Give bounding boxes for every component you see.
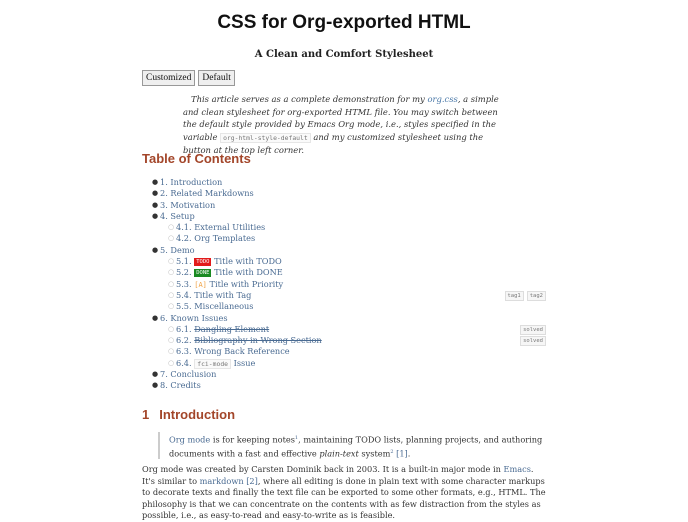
toc-item [152,335,546,346]
solved-tag: solved [520,336,546,346]
toc-item [152,188,546,199]
toc-item [152,358,546,369]
toc-item [152,279,546,290]
tag-badge: tag1 [505,291,524,301]
toc-item [152,222,546,233]
toc-link-known-issues[interactable]: 6. Known Issues [160,312,228,323]
toc-item [152,324,546,335]
tag-list [520,325,546,335]
toc-link-related-markdowns[interactable]: 2. Related Markdowns [160,188,254,199]
done-badge: DONE [196,270,210,277]
bullet-icon: ● [152,381,159,390]
org-css-link[interactable]: org.css [427,94,458,104]
page-subtitle: A Clean and Comfort Stylesheet [254,49,434,60]
toc-link-introduction[interactable]: 1. Introduction [160,177,223,187]
bullet-icon: ● [152,189,159,198]
circle-bullet-icon: ○ [168,257,175,266]
bullet-icon: ● [152,313,159,322]
tag-badge: tag2 [527,291,546,301]
customized-style-button[interactable]: Customized [142,70,195,86]
circle-bullet-icon: ○ [168,324,175,333]
paragraph: Org mode was created by Carsten Dominik back in 2003. It is a built-in major mode in Emacs. It's similar to markdown [2], where all editing is done in plain text with some character markups to decorate texts and finally the text file can be exported to some other formats, e.g., HTML. The philosophy is that we can concentrate on the contents with as few distraction from the styles as possible, i.e., as easy-to-read and easy-to-write as is feasible. [142,464,546,521]
style-switcher [142,70,235,86]
abstract-text: , a simple and clean stylesheet for org-exported HTML file. You may switch between the default style provided by Emacs Org mode, i.e., styles specified in the variable [183,94,499,142]
toc-link-org-templates[interactable]: 4.2. Org Templates [176,233,256,244]
toc-link-bibliography-wrong-section[interactable]: 6.2. Bibliography in Wrong Section [176,335,322,346]
toc-item [152,301,546,312]
toc-item [152,211,546,222]
toc-link-motivation[interactable]: 3. Motivation [160,199,216,210]
toc-link-external-utilities[interactable]: 4.1. External Utilities [176,222,266,233]
toc-item [152,177,546,188]
toc-item [152,313,546,324]
circle-bullet-icon: ○ [168,279,175,288]
inline-code: fci-mode [194,359,231,369]
circle-bullet-icon: ○ [168,234,175,243]
toc-item [152,245,546,256]
todo-badge: TODO [196,259,210,266]
circle-bullet-icon: ○ [168,268,175,277]
markdown-link[interactable]: markdown [199,475,244,486]
toc-link-wrong-back-reference[interactable]: 6.3. Wrong Back Reference [176,346,290,357]
toc-item [152,200,546,211]
solved-tag: solved [520,325,546,335]
table-of-contents [152,177,546,392]
toc-item [152,346,546,357]
bullet-icon: ● [152,211,159,220]
inline-code: org-html-style-default [220,133,311,143]
footnote-2-link[interactable]: 2 [390,448,394,455]
toc-link-demo[interactable]: 5. Demo [160,244,195,255]
abstract-text: and my customized stylesheet using the button at the top left corner. [183,131,484,155]
bullet-icon: ● [152,370,159,379]
blockquote: Org mode is for keeping notes$^1$, maintaining TODO lists, planning projects, and authoring documents with a fast and effective plain-text system$^2$ [1]. [158,432,557,459]
page-title: CSS for Org-exported HTML [217,12,471,33]
citation-1-link[interactable]: [1] [396,448,408,459]
toc-item [152,233,546,244]
toc-link-title-with-todo[interactable]: 5.1. TODO Title with TODO [176,256,282,267]
toc-link-miscellaneous[interactable]: 5.5. Miscellaneous [176,301,254,312]
bullet-icon: ● [152,245,159,254]
toc-item [152,369,546,380]
toc-item [152,256,546,267]
toc-heading: Table of Contents [142,151,251,166]
circle-bullet-icon: ○ [168,302,175,311]
toc-link-credits[interactable]: 8. Credits [160,380,201,391]
circle-bullet-icon: ○ [168,358,175,367]
tag-list [505,291,547,301]
toc-link-dangling-element[interactable]: 6.1. Dangling Element [176,323,270,334]
circle-bullet-icon: ○ [168,336,175,345]
toc-item [152,290,546,301]
toc-link-fci-mode-issue[interactable]: 6.4. fci-mode Issue [176,357,256,368]
toc-link-title-with-tag[interactable]: 5.4. Title with Tag [176,289,252,300]
toc-link-conclusion[interactable]: 7. Conclusion [160,369,217,380]
toc-link-title-with-priority[interactable]: 5.3. [A] Title with Priority [176,278,284,289]
default-style-button[interactable]: Default [198,70,235,86]
section-heading-introduction: 1 Introduction [142,407,236,422]
bullet-icon: ● [152,178,159,186]
priority-badge: [A] [194,280,207,289]
toc-item [152,380,546,391]
citation-2-link[interactable]: [2] [246,475,258,486]
bullet-icon: ● [152,200,159,209]
org-mode-link[interactable]: Org mode [169,434,211,445]
toc-link-setup[interactable]: 4. Setup [160,210,195,221]
circle-bullet-icon: ○ [168,223,175,232]
toc-link-title-with-done[interactable]: 5.2. DONE Title with DONE [176,267,283,278]
emacs-link[interactable]: Emacs [503,464,531,474]
toc-item [152,267,546,278]
circle-bullet-icon: ○ [168,347,175,356]
circle-bullet-icon: ○ [168,290,175,299]
tag-list [520,336,546,346]
abstract [183,93,505,157]
abstract-text: This article serves as a complete demonstration for my [191,94,428,104]
footnote-1-link[interactable]: 1 [294,435,299,441]
